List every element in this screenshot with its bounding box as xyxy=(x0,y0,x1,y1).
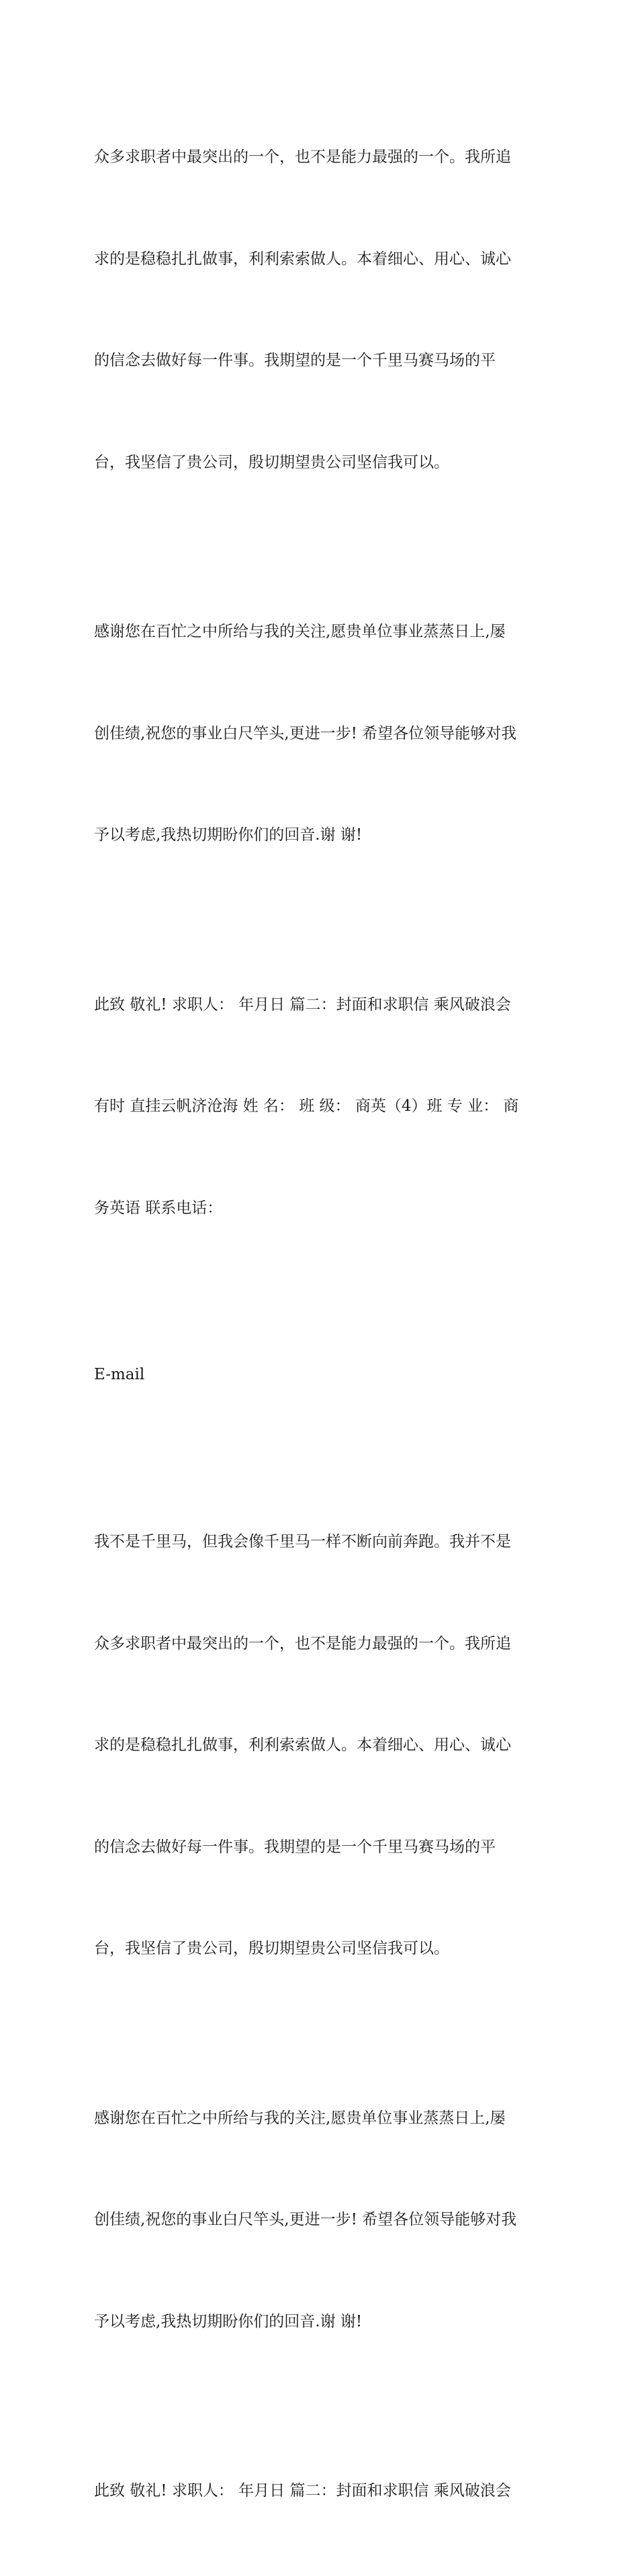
text-line: 的信念去做好每一件事。我期望的是一个千里马赛马场的平 xyxy=(94,352,496,369)
paragraph-closing-and-cover xyxy=(94,920,551,1293)
text-line: 求的是稳稳扎扎做事，利利索索做人。本着细心、用心、诚心 xyxy=(94,250,511,268)
paragraph-self-description xyxy=(94,72,551,547)
text-line: 此致 敬礼! 求职人： 年月日 篇二：封面和求职信 乘风破浪会 xyxy=(94,2482,511,2499)
text-line: 台，我坚信了贵公司，殷切期望贵公司坚信我可以。 xyxy=(94,453,449,471)
paragraph-thanks xyxy=(94,547,551,920)
email-label xyxy=(94,1293,551,1457)
text-line: 创佳绩,祝您的事业白尺竿头,更进一步! 希望各位领导能够对我 xyxy=(94,724,517,742)
text-line: 有时 直挂云帆济沧海 姓 名： 班 级： 商英（4）班 专 业： 商 xyxy=(94,1097,519,1115)
text-line: 求的是稳稳扎扎做事，利利索索做人。本着细心、用心、诚心 xyxy=(94,1736,511,1754)
text-line: E-mail xyxy=(94,1366,145,1383)
document-body xyxy=(94,72,551,2576)
text-line: 众多求职者中最突出的一个，也不是能力最强的一个。我所追 xyxy=(94,148,511,166)
text-line: 此致 敬礼! 求职人： 年月日 篇二：封面和求职信 乘风破浪会 xyxy=(94,995,511,1013)
paragraph-self-description-repeat xyxy=(94,1457,551,2034)
text-line: 的信念去做好每一件事。我期望的是一个千里马赛马场的平 xyxy=(94,1838,496,1856)
text-line: 感谢您在百忙之中所给与我的关注,愿贵单位事业蒸蒸日上,屡 xyxy=(94,2109,506,2127)
text-line: 众多求职者中最突出的一个，也不是能力最强的一个。我所追 xyxy=(94,1634,511,1652)
text-line: 我不是千里马，但我会像千里马一样不断向前奔跑。我并不是 xyxy=(94,1533,511,1550)
paragraph-closing-repeat xyxy=(94,2406,551,2576)
text-line: 予以考虑,我热切期盼你们的回音.谢 谢! xyxy=(94,826,363,844)
text-line: 创佳绩,祝您的事业白尺竿头,更进一步! 希望各位领导能够对我 xyxy=(94,2211,517,2228)
text-line: 感谢您在百忙之中所给与我的关注,愿贵单位事业蒸蒸日上,屡 xyxy=(94,623,506,640)
paragraph-thanks-repeat xyxy=(94,2034,551,2407)
text-line: 务英语 联系电话： xyxy=(94,1199,223,1217)
text-line: 台，我坚信了贵公司，殷切期望贵公司坚信我可以。 xyxy=(94,1940,449,1957)
text-line: 予以考虑,我热切期盼你们的回音.谢 谢! xyxy=(94,2312,363,2330)
